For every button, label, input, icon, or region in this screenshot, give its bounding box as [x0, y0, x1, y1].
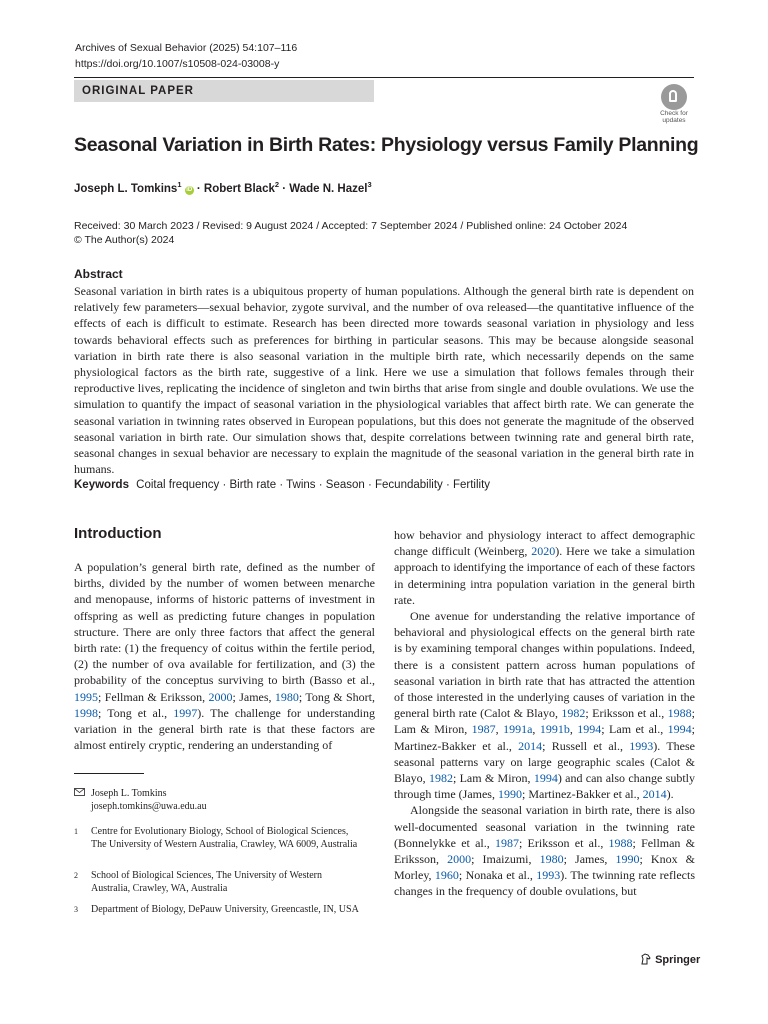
- author-list: Joseph L. Tomkins$^1$ iD · Robert Black$^2$ · Wade N. Hazel$^3$: [74, 180, 372, 195]
- paragraph: One avenue for understanding the relative importance of behavioral and physiological effects on the general birth rate is by examining temporal changes within populations. Indeed, there is a consistent pattern across human populations of seasonal variation in birth rate that has attracted the attention of those interested in the underlying causes of variation in the general birth rate (Calot & Blayo, 1982; Eriksson et al., 1988; Lam & Miron, 1987, 1991a, 1991b, 1994; Lam et al., 1994; Martinez-Bakker et al., 2014; Russell et al., 1993). These seasonal patterns vary on large geographic scales (Calot & Blayo, 1982; Lam & Miron, 1994) and can also change subtly through time (James, 1990; Martinez-Bakker et al., 2014).: [394, 609, 696, 802]
- citation-link[interactable]: 1982: [428, 771, 453, 786]
- citation-link[interactable]: 1991b: [539, 722, 570, 737]
- publisher-name: Springer: [655, 954, 701, 966]
- affiliation-2: [74, 869, 361, 895]
- author-affiliation-mark: 2: [274, 180, 280, 189]
- author-affiliation-mark: 3: [367, 180, 372, 189]
- citation-link[interactable]: 1994: [577, 722, 602, 737]
- citation-link[interactable]: 2020: [531, 544, 556, 559]
- article-type-badge: ORIGINAL PAPER: [74, 80, 374, 102]
- body-column-right: [394, 527, 695, 900]
- body-column-left: [74, 559, 375, 753]
- publisher-logo: [640, 953, 700, 966]
- citation-link[interactable]: 1987: [471, 722, 496, 737]
- citation-link[interactable]: 1960: [434, 868, 459, 883]
- citation-link[interactable]: 1994: [533, 771, 558, 786]
- author-affiliation-mark: 1: [177, 180, 182, 189]
- footnote-rule: [74, 773, 144, 774]
- citation-link[interactable]: 1982: [561, 706, 586, 721]
- citation-link[interactable]: 1994: [667, 722, 692, 737]
- keywords: [74, 479, 490, 491]
- author-name[interactable]: Joseph L. Tomkins: [74, 182, 178, 195]
- citation-link[interactable]: 1993: [536, 868, 561, 883]
- affiliation-1: [74, 825, 361, 851]
- citation-link[interactable]: 1987: [494, 835, 519, 850]
- journal-header: [75, 40, 297, 72]
- abstract-heading: Abstract: [74, 267, 123, 281]
- paragraph: A population’s general birth rate, defined as the number of births, divided by the number of women between menarche and menopause, informs of historic patterns of investment in offspring as well as predicting future changes in population structure. There are only three factors that affect the general birth rate: (1) the frequency of coitus within the fertile period, (2) the number of ova available for fertilization, and (3) the probability of the conceptus surviving to birth (Basso et al., 1995; Fellman & Eriksson, 2000; James, 1980; Tong & Short, 1998; Tong et al., 1997). The challenge for understanding variation in the general birth rate is that these factors are almost entirely cryptic, rendering an understanding of: [74, 560, 375, 753]
- paragraph: how behavior and physiology interact to affect demographic change difficult (Weinberg, 2020). Here we take a simulation approach to identifying the importance of each of these factors in determining intra population variation in the general birth rate.: [394, 528, 695, 607]
- orcid-icon[interactable]: iD: [186, 186, 193, 193]
- article-history: [74, 219, 627, 247]
- citation-link[interactable]: 1998: [74, 705, 98, 720]
- citation-link[interactable]: 2014: [518, 738, 543, 753]
- citation-link[interactable]: 2014: [642, 787, 667, 802]
- journal-citation: Archives of Sexual Behavior (2025) 54:107–116: [75, 42, 298, 54]
- publication-dates: Received: 30 March 2023 / Revised: 9 August 2024 / Accepted: 7 September 2024 / Published online: 24 October 2024: [74, 220, 628, 232]
- envelope-icon: [74, 787, 88, 800]
- corresponding-author: [74, 787, 361, 813]
- abstract-text: Seasonal variation in birth rates is a ubiquitous property of human populations. Although the general birth rate is dependent on relatively few parameters—sexual behavior, zygote survival, and the number of ova released—the quantitative influence of the effects of each is difficult to estimate. Research has been directed more towards seasonal variation in physiology and less towards behavioral effects such as preferences for birthing in particular seasons. This may be because alongside seasonal variation in birth rate there is also seasonal variation in the multiple birth rate, which necessarily depends on the same physiological factors as the birth rate, suggestive of a link. Here we use a simulation that follows females through their reproductive lives, replicating the incidence of singleton and twin births that arise from single and double ovulations. We use the simulation to quantify the impact of seasonal variation in the physiological variables that affect birth rate. We can generate the seasonal variation in twinning rates observed in European populations, but this does not generate the magnitude of the observed seasonal variation in birth rate. Our simulation shows that, despite correlations between twinning rate and general birth rate, seasonal changes in sexual behavior are necessary to explain the magnitude of the seasonal variation in the general birth rate in humans.: [74, 284, 694, 477]
- section-heading-introduction: Introduction: [74, 525, 162, 542]
- check-updates-label: Check for updates: [660, 110, 688, 124]
- doi-link[interactable]: https://doi.org/10.1007/s10508-024-03008-y: [75, 58, 280, 70]
- affiliation-number: 2: [74, 871, 78, 880]
- springer-horse-icon: [640, 954, 655, 966]
- citation-link[interactable]: 1995: [74, 689, 98, 704]
- author-name[interactable]: Robert Black: [203, 182, 275, 195]
- paragraph: Alongside the seasonal variation in birth rate, there is also well-documented seasonal variation in the twinning rate (Bonnelykke et al., 1987; Eriksson et al., 1988; Fellman & Eriksson, 2000; Imaizumi, 1980; James, 1990; Knox & Morley, 1960; Nonaka et al., 1993). The twinning rate reflects changes in the frequency of double ovulations, but: [394, 803, 695, 899]
- contact-name: Joseph L. Tomkins: [91, 788, 167, 799]
- citation-link[interactable]: 2000: [208, 689, 233, 704]
- citation-link[interactable]: 1988: [667, 706, 692, 721]
- citation-link[interactable]: 1990: [615, 852, 640, 867]
- affiliation-text: School of Biological Sciences, The University of Western Australia, Crawley, WA, Australia: [91, 870, 323, 894]
- check-for-updates-button[interactable]: [654, 84, 694, 124]
- keywords-label: Keywords: [74, 479, 129, 491]
- article-title: Seasonal Variation in Birth Rates: Physiology versus Family Planning: [74, 134, 699, 156]
- affiliation-number: 1: [74, 827, 78, 836]
- affiliation-3: [74, 903, 361, 916]
- author-name[interactable]: Wade N. Hazel: [289, 182, 368, 195]
- header-rule: [74, 77, 694, 78]
- citation-link[interactable]: 1997: [173, 705, 198, 720]
- affiliation-text: Centre for Evolutionary Biology, School of Biological Sciences, The University of Western Australia, Crawley, WA 6009, Australia: [91, 826, 358, 850]
- citation-link[interactable]: 1988: [608, 835, 633, 850]
- affiliation-number: 3: [74, 905, 78, 914]
- check-updates-icon: [661, 84, 687, 110]
- citation-link[interactable]: 1980: [539, 852, 564, 867]
- citation-link[interactable]: 1980: [274, 689, 299, 704]
- contact-email[interactable]: joseph.tomkins@uwa.edu.au: [91, 801, 207, 812]
- keywords-list: Coital frequency · Birth rate · Twins · Season · Fecundability · Fertility: [136, 479, 491, 491]
- citation-link[interactable]: 2000: [447, 852, 472, 867]
- citation-link[interactable]: 1993: [629, 738, 654, 753]
- copyright-line: © The Author(s) 2024: [74, 234, 175, 246]
- citation-link[interactable]: 1990: [497, 787, 522, 802]
- citation-link[interactable]: 1991a: [503, 722, 533, 737]
- affiliation-text: Department of Biology, DePauw University, Greencastle, IN, USA: [91, 904, 359, 915]
